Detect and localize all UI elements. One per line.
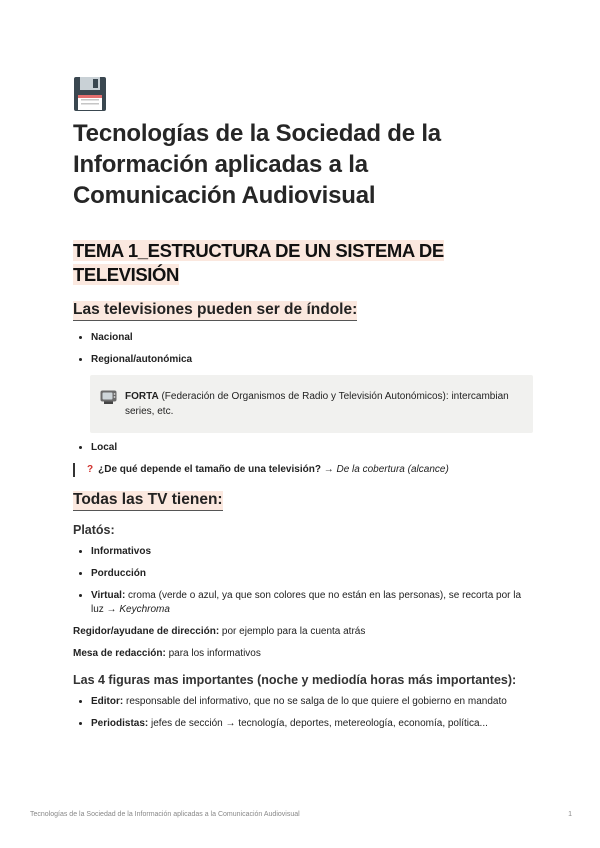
list-item-text: Nacional bbox=[91, 332, 133, 343]
question-mark-icon: ? bbox=[87, 464, 94, 475]
regidor-paragraph bbox=[73, 625, 533, 639]
list-item bbox=[91, 695, 533, 709]
section2-heading-wrap bbox=[73, 491, 533, 511]
list-item bbox=[91, 331, 533, 345]
list-item bbox=[91, 717, 533, 731]
regidor-text: por ejemplo para la cuenta atrás bbox=[219, 626, 366, 637]
page-title: Tecnologías de la Sociedad de la Información aplicadas a la Comunicación Audiovisual bbox=[73, 120, 441, 209]
list-item-bold: Periodistas: bbox=[91, 718, 149, 729]
tema-heading-wrap bbox=[73, 239, 493, 287]
television-icon bbox=[100, 390, 117, 405]
section2-heading: Todas las TV tienen: bbox=[73, 491, 223, 511]
mesa-bold: Mesa de redacción: bbox=[73, 648, 166, 659]
list-item-text: jefes de sección → tecnología, deportes, metereología, economía, política... bbox=[148, 718, 488, 729]
answer-text: De la cobertura (alcance) bbox=[336, 464, 449, 475]
list-item bbox=[91, 567, 533, 581]
floppy-disk-icon bbox=[73, 76, 107, 112]
list-item-text: croma (verde o azul, ya que son colores que no están en las personas), se recorta por la luz → bbox=[91, 590, 522, 615]
mesa-text: para los informativos bbox=[165, 648, 261, 659]
list-item-text: Regional/autonómica bbox=[91, 354, 193, 365]
footer-title: Tecnologías de la Sociedad de la Información aplicadas a la Comunicación Audiovisual bbox=[30, 811, 300, 818]
callout-body: (Federación de Organismos de Radio y Televisión Autonómicos): intercambian series, etc. bbox=[125, 391, 509, 417]
section1-heading: Las televisiones pueden ser de índole: bbox=[73, 301, 357, 321]
list-item bbox=[91, 545, 533, 559]
tv-types-list-2 bbox=[73, 441, 533, 455]
tv-types-list bbox=[73, 331, 533, 367]
list-item-italic: Keychroma bbox=[119, 604, 170, 615]
question-text: ¿De qué depende el tamaño de una televisión? bbox=[98, 464, 321, 475]
callout-forta bbox=[90, 375, 533, 433]
callout-bold: FORTA bbox=[125, 391, 159, 402]
platos-list bbox=[73, 545, 533, 617]
list-item-text: responsable del informativo, que no se salga de lo que quiere el gobierno en mandato bbox=[123, 696, 507, 707]
tema-heading: TEMA 1_ESTRUCTURA DE UN SISTEMA DE TELEVISIÓN bbox=[73, 240, 444, 285]
list-item bbox=[91, 353, 533, 367]
list-item bbox=[91, 589, 533, 617]
list-item-bold: Virtual: bbox=[91, 590, 126, 601]
callout-text bbox=[125, 389, 519, 419]
list-item-bold: Editor: bbox=[91, 696, 124, 707]
document-page bbox=[73, 76, 533, 739]
figuras-list bbox=[73, 695, 533, 731]
list-item-text: Informativos bbox=[91, 546, 152, 557]
mesa-paragraph bbox=[73, 647, 533, 661]
list-item-text: Porducción bbox=[91, 568, 147, 579]
question-quote bbox=[73, 463, 533, 477]
page-footer bbox=[30, 811, 572, 818]
answer-arrow: → bbox=[320, 464, 337, 475]
list-item bbox=[91, 441, 533, 455]
section1-heading-wrap bbox=[73, 301, 533, 321]
list-item-text: Local bbox=[91, 442, 118, 453]
regidor-bold: Regidor/ayudane de dirección: bbox=[73, 626, 220, 637]
platos-heading: Platós: bbox=[73, 523, 115, 537]
figuras-heading: Las 4 figuras mas importantes (noche y mediodía horas más importantes): bbox=[73, 673, 517, 687]
page-number: 1 bbox=[568, 811, 572, 818]
